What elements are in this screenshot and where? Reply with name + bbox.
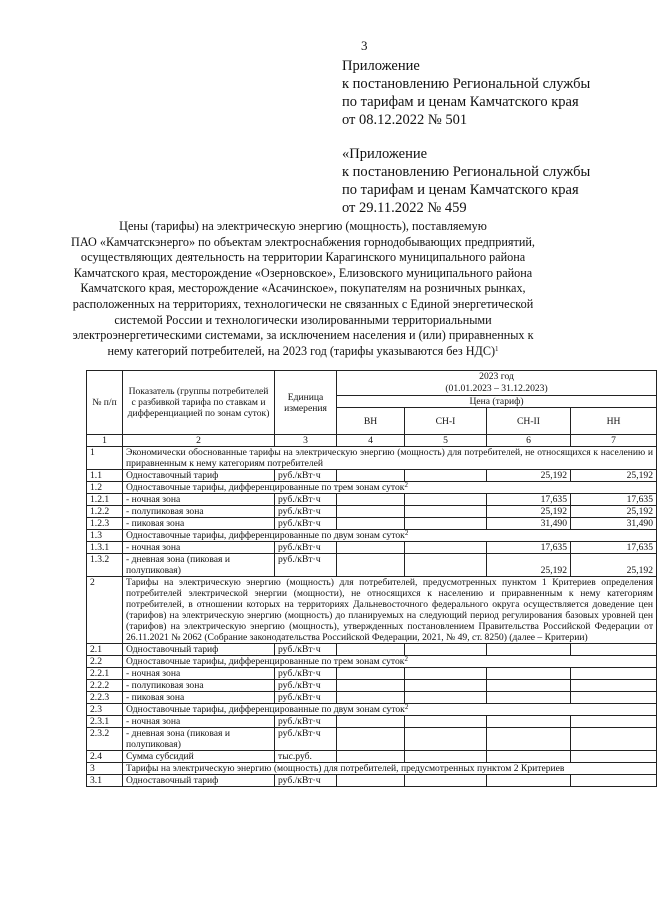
row-name: Сумма субсидий [123, 751, 275, 763]
cell-sn2 [487, 680, 571, 692]
cell-nn: 25,192 [571, 554, 657, 577]
cell-nn: 25,192 [571, 506, 657, 518]
row-unit: руб./кВт·ч [275, 470, 337, 482]
row-unit: руб./кВт·ч [275, 494, 337, 506]
section-text: Тарифы на электрическую энергию (мощность) для потребителей, предусмотренных пунктом 2 Критериев [123, 763, 657, 775]
row-num: 2.3.1 [87, 716, 123, 728]
header-unit: Единица измерения [275, 371, 337, 435]
row-num: 1.3 [87, 530, 123, 542]
table-row [87, 518, 657, 530]
table-row [87, 530, 657, 542]
header-num: № п/п [87, 371, 123, 435]
row-num: 2.3.2 [87, 728, 123, 751]
cell-sn1 [405, 692, 487, 704]
section-text-label: Одноставочные тарифы, дифференцированные по трем зонам суток [126, 482, 405, 493]
cell-nn: 25,192 [571, 470, 657, 482]
table-row [87, 494, 657, 506]
index-cell: 1 [87, 435, 123, 447]
header-period: (01.01.2023 – 31.12.2023) [445, 383, 548, 394]
cell-sn1 [405, 680, 487, 692]
row-unit: руб./кВт·ч [275, 644, 337, 656]
cell-nn: 31,490 [571, 518, 657, 530]
cell-sn1 [405, 668, 487, 680]
header-price: Цена (тариф) [337, 396, 657, 408]
index-cell: 5 [405, 435, 487, 447]
cell-sn2 [487, 644, 571, 656]
appendix-line: по тарифам и ценам Камчатского края [342, 182, 579, 198]
cell-sn1 [405, 554, 487, 577]
cell-nn [571, 692, 657, 704]
table-row [87, 751, 657, 763]
table-row [87, 470, 657, 482]
footnote-mark: 2 [404, 529, 409, 537]
row-unit: руб./кВт·ч [275, 716, 337, 728]
row-num: 3 [87, 763, 123, 775]
table-row [87, 704, 657, 716]
cell-sn2 [487, 716, 571, 728]
cell-nn [571, 680, 657, 692]
appendix-line: к постановлению Региональной службы [342, 76, 591, 92]
title-line: электроэнергетическими системами, за исключением населения и (или) приравненных к [72, 328, 534, 343]
row-name: - полупиковая зона [123, 506, 275, 518]
cell-nn [571, 644, 657, 656]
index-cell: 2 [123, 435, 275, 447]
row-name: - ночная зона [123, 716, 275, 728]
title-line-text: нему категорий потребителей, на 2023 год (тарифы указываются без НДС) [107, 343, 496, 358]
table-row [87, 692, 657, 704]
index-cell: 6 [487, 435, 571, 447]
section-text-label: Одноставочные тарифы, дифференцированные по трем зонам суток [126, 656, 405, 667]
row-num: 2.1 [87, 644, 123, 656]
section-text-label: Одноставочные тарифы, дифференцированные по двум зонам суток [126, 704, 405, 715]
cell-nn [571, 668, 657, 680]
row-num: 2.2.2 [87, 680, 123, 692]
table-row [87, 775, 657, 787]
row-unit: руб./кВт·ч [275, 506, 337, 518]
section-text: Тарифы на электрическую энергию (мощность) для потребителей, предусмотренных пунктом 1 Критериев определения потребителей электрической энергии (мощности), не относящихся к населению и приравненным к нему категориям потребителей, в отношении которых на территориях Дальневосточного федерального округа осуществляется доведение цен (тарифов) на электрическую энергию (мощность) до планируемых на следующий период регулирования базовых уровней цен (тарифов) на электрическую энергию (мощность), утвержденных постановлением Правительства Российской Федерации от 26.11.2021 № 2062 (Собрание законодательства Российской Федерации, 2021, № 49, ст. 8250) (далее – Критерии) [123, 577, 657, 644]
cell-vn [337, 692, 405, 704]
cell-sn1 [405, 751, 487, 763]
cell-vn [337, 470, 405, 482]
table-row [87, 506, 657, 518]
row-num: 2.2.3 [87, 692, 123, 704]
cell-vn [337, 668, 405, 680]
row-unit: руб./кВт·ч [275, 692, 337, 704]
row-name: - дневная зона (пиковая и полупиковая) [123, 728, 275, 751]
row-num: 3.1 [87, 775, 123, 787]
cell-sn1 [405, 470, 487, 482]
appendix-line: от 29.11.2022 № 459 [342, 200, 467, 216]
row-num: 2.3 [87, 704, 123, 716]
row-name: - дневная зона (пиковая и полупиковая) [123, 554, 275, 577]
section-text [123, 704, 657, 716]
cell-vn [337, 716, 405, 728]
row-name: - ночная зона [123, 668, 275, 680]
section-text [123, 482, 657, 494]
row-name: Одноставочный тариф [123, 775, 275, 787]
cell-sn2 [487, 751, 571, 763]
title-line [0, 344, 606, 360]
table-row [87, 577, 657, 644]
footnote-mark: 2 [404, 481, 408, 489]
table-row [87, 656, 657, 668]
row-unit: тыс.руб. [275, 751, 337, 763]
cell-sn2 [487, 692, 571, 704]
header-col-sn2: СН-II [487, 408, 571, 435]
footnote-mark: 2 [404, 655, 408, 663]
title-line: ПАО «Камчатскэнерго» по объектам электроснабжения горнодобывающих предприятий, [71, 234, 535, 249]
header-col-sn1: СН-I [405, 408, 487, 435]
row-unit: руб./кВт·ч [275, 542, 337, 554]
row-num: 1.2 [87, 482, 123, 494]
cell-sn2: 31,490 [487, 518, 571, 530]
cell-sn1 [405, 506, 487, 518]
section-text [123, 656, 657, 668]
row-name: Одноставочный тариф [123, 470, 275, 482]
cell-nn [571, 751, 657, 763]
cell-nn [571, 716, 657, 728]
cell-vn [337, 728, 405, 751]
cell-vn [337, 680, 405, 692]
cell-sn2 [487, 668, 571, 680]
row-num: 1.1 [87, 470, 123, 482]
section-text: Экономически обоснованные тарифы на электрическую энергию (мощность) для потребителей, не относящихся к населению и приравненным к нему категориям потребителей [123, 447, 657, 470]
title-line: системой России и технологически изолированными территориальными [114, 312, 492, 327]
cell-sn2: 17,635 [487, 542, 571, 554]
title-line: осуществляющих деятельность на территории Карагинского муниципального района [80, 250, 526, 265]
cell-sn1 [405, 716, 487, 728]
row-num: 1.3.1 [87, 542, 123, 554]
row-name: - ночная зона [123, 542, 275, 554]
table-row [87, 482, 657, 494]
appendix-line: «Приложение [342, 146, 428, 162]
row-num: 1.2.3 [87, 518, 123, 530]
cell-sn2: 25,192 [487, 554, 571, 577]
appendix-previous [342, 145, 590, 217]
appendix-line: от 08.12.2022 № 501 [342, 112, 468, 128]
cell-sn2: 25,192 [487, 506, 571, 518]
row-name: - пиковая зона [123, 518, 275, 530]
header-col-vn: ВН [337, 408, 405, 435]
cell-sn1 [405, 542, 487, 554]
table-row [87, 644, 657, 656]
tariff-table-wrapper [86, 370, 654, 905]
row-unit: руб./кВт·ч [275, 554, 337, 577]
appendix-line: к постановлению Региональной службы [342, 164, 591, 180]
header-year [337, 371, 657, 396]
index-cell: 3 [275, 435, 337, 447]
tariff-table [86, 370, 657, 787]
cell-vn [337, 775, 405, 787]
table-row [87, 716, 657, 728]
header-col-nn: НН [571, 408, 657, 435]
row-name: - полупиковая зона [123, 680, 275, 692]
document-title [0, 219, 606, 359]
table-row [87, 447, 657, 470]
row-num: 2.4 [87, 751, 123, 763]
footnote-mark: 1 [495, 344, 499, 353]
table-row [87, 728, 657, 751]
cell-sn1 [405, 644, 487, 656]
appendix-line: Приложение [342, 58, 420, 74]
cell-sn2 [487, 775, 571, 787]
row-num: 2.2.1 [87, 668, 123, 680]
cell-sn2 [487, 728, 571, 751]
row-num: 2.2 [87, 656, 123, 668]
row-unit: руб./кВт·ч [275, 775, 337, 787]
row-unit: руб./кВт·ч [275, 668, 337, 680]
row-num: 1.3.2 [87, 554, 123, 577]
cell-vn [337, 506, 405, 518]
row-unit: руб./кВт·ч [275, 518, 337, 530]
cell-vn [337, 644, 405, 656]
table-row [87, 680, 657, 692]
row-num: 2 [87, 577, 123, 644]
page-number: 3 [361, 38, 368, 53]
section-text [123, 530, 657, 542]
cell-nn [571, 728, 657, 751]
cell-sn1 [405, 518, 487, 530]
row-unit: руб./кВт·ч [275, 728, 337, 751]
cell-nn [571, 775, 657, 787]
cell-sn1 [405, 494, 487, 506]
cell-vn [337, 554, 405, 577]
index-cell: 7 [571, 435, 657, 447]
cell-nn: 17,635 [571, 542, 657, 554]
row-num: 1.2.2 [87, 506, 123, 518]
cell-nn: 17,635 [571, 494, 657, 506]
row-unit: руб./кВт·ч [275, 680, 337, 692]
title-line: Камчатского края, месторождение «Асачинское», покупателям на розничных рынках, [80, 281, 526, 296]
row-name: - пиковая зона [123, 692, 275, 704]
cell-sn1 [405, 728, 487, 751]
footnote-mark: 2 [404, 703, 409, 711]
cell-sn2: 25,192 [487, 470, 571, 482]
table-row [87, 763, 657, 775]
cell-vn [337, 542, 405, 554]
title-line: расположенных на территориях, технологически не связанных с Единой энергетической [72, 296, 534, 311]
title-line: Цены (тарифы) на электрическую энергию (мощность), поставляемую [119, 219, 487, 233]
table-row [87, 554, 657, 577]
cell-vn [337, 494, 405, 506]
index-cell: 4 [337, 435, 405, 447]
section-text-label: Одноставочные тарифы, дифференцированные по двум зонам суток [126, 530, 405, 541]
cell-vn [337, 518, 405, 530]
row-name: - ночная зона [123, 494, 275, 506]
table-row [87, 542, 657, 554]
appendix-current [342, 57, 590, 129]
row-num: 1 [87, 447, 123, 470]
cell-vn [337, 751, 405, 763]
cell-sn2: 17,635 [487, 494, 571, 506]
appendix-line: по тарифам и ценам Камчатского края [342, 94, 579, 110]
title-line: Камчатского края, месторождение «Озерновское», Елизовского муниципального района [73, 265, 533, 280]
table-row [87, 668, 657, 680]
row-num: 1.2.1 [87, 494, 123, 506]
cell-sn1 [405, 775, 487, 787]
header-year-label: 2023 год [479, 371, 514, 382]
header-indicator: Показатель (группы потребителей с разбивкой тарифа по ставкам и дифференциацией по зонам суток) [123, 371, 275, 435]
column-index-row [87, 435, 657, 447]
row-name: Одноставочный тариф [123, 644, 275, 656]
